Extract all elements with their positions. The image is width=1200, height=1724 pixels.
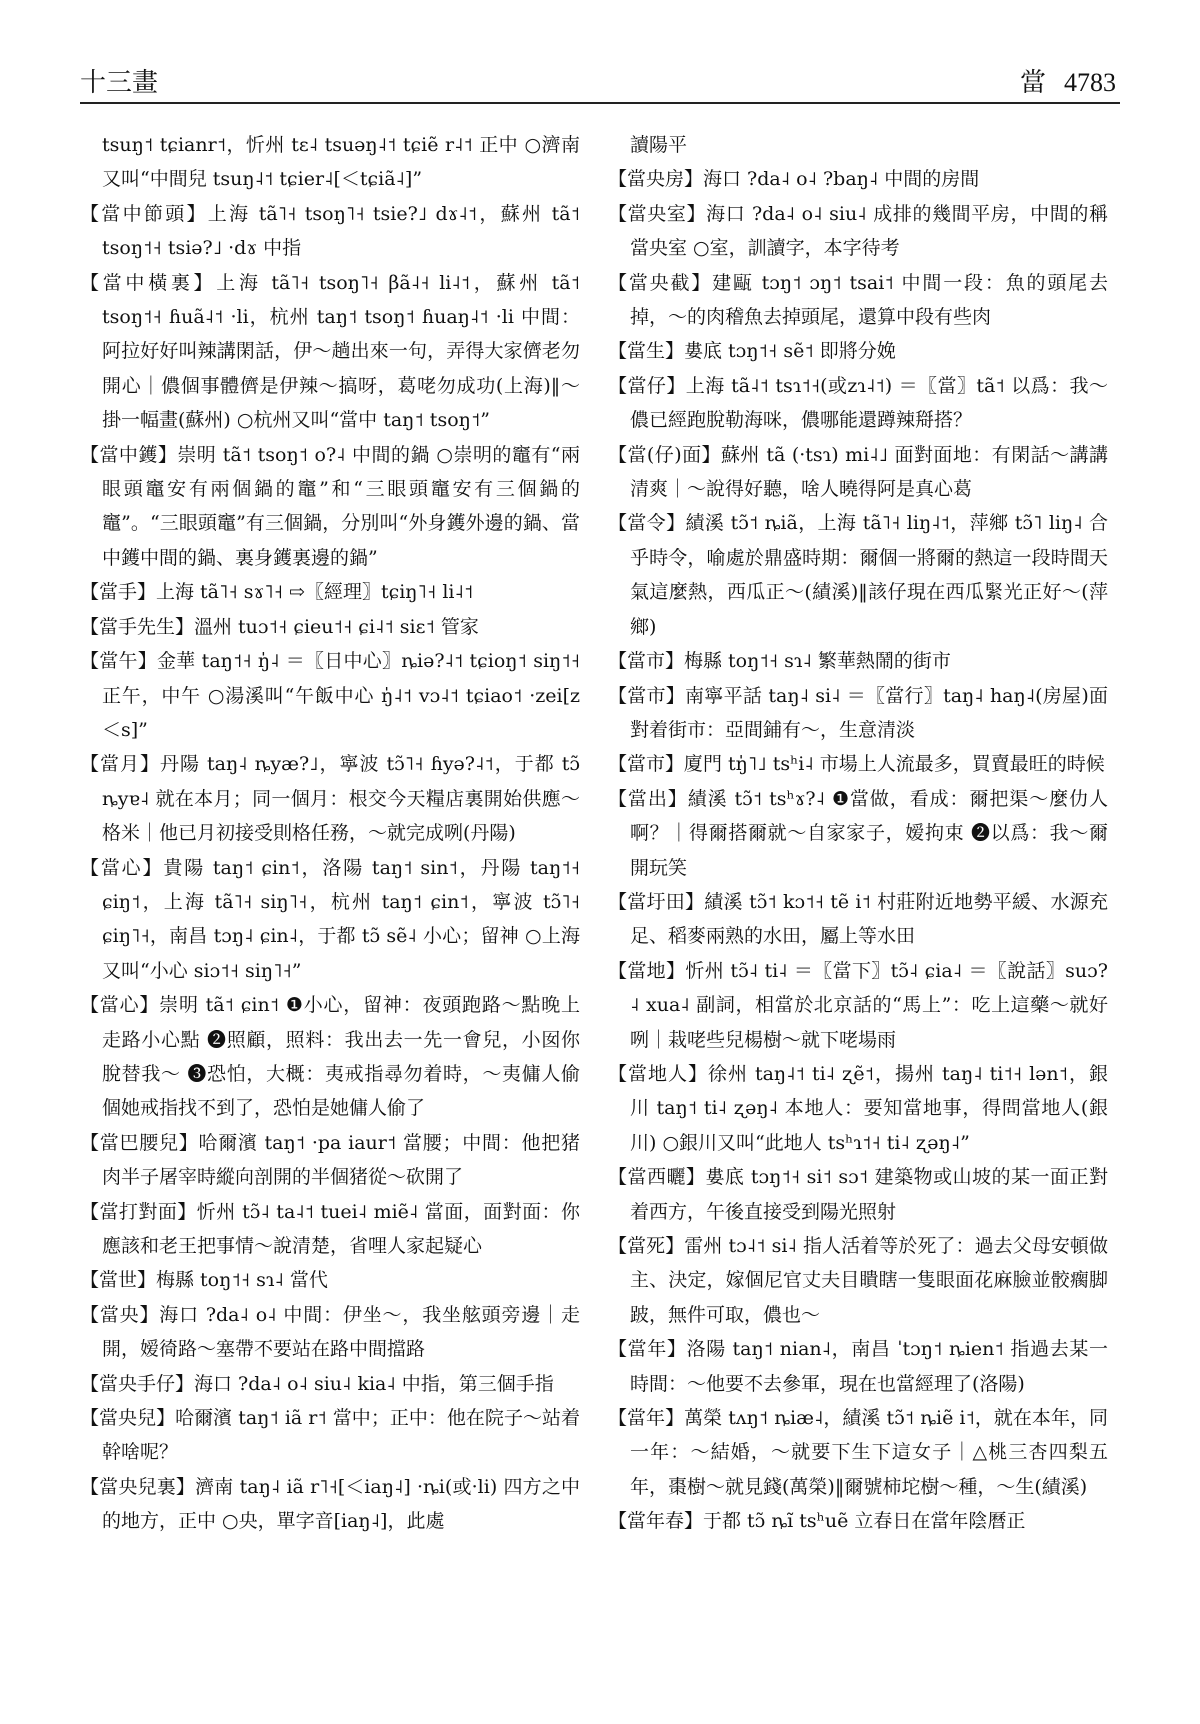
dictionary-entry: 【當午】金華 taŋ˦˧ ŋ̍˨ ＝〖日中心〗ȵiə?˨˦ tɕioŋ˦ siŋ˦˧ 正午，中午 ○湯溪叫“午飯中心 ŋ̍˨˦ vɔ˨˦ tɕiao˦ ·zei[z＜s]” (80, 650, 580, 741)
dictionary-entry: 【當心】崇明 tã˦ ɕin˦ ❶小心，留神：夜頭跑路～點晚上走路小心點 ❷照顧，照料：我出去一先一會兒，小囡你脫替我～ ❸恐怕，大概：夷戒指尋勿着時，～夷傭人偷個她戒指找不到了，恐怕是她傭人偷了 (80, 994, 580, 1120)
dictionary-entry: 【當市】廈門 tŋ̍˥˩ tsʰi˨ 市場上人流最多，買賣最旺的時候 (608, 753, 1105, 776)
dictionary-entry: 【當市】南寧平話 taŋ˨ si˨ ＝〖當行〗taŋ˨ haŋ˨(房屋)面對着街市：亞間鋪有～，生意清淡 (608, 684, 1108, 741)
dictionary-entry: 【當央兒】哈爾濱 taŋ˦ iã r˦ 當中；正中：他在院子～站着幹啥呢？ (80, 1407, 580, 1464)
entry-continuation: 讀陽平 (630, 134, 688, 156)
dictionary-entry: 【當央兒裏】濟南 taŋ˨ iã r˥˧[＜iaŋ˨] ·ȵi(或·li) 四方之中的地方，正中 ○央，單字音[iaŋ˨]，此處 (80, 1475, 580, 1533)
dictionary-entry: 【當令】績溪 tɔ̃˦ ȵiã，上海 tã˥˧ liŋ˨˦，萍鄉 tɔ̃˥ liŋ˨ 合乎時令，喻處於鼎盛時期：爾個一將爾的熱這一段時間天氣這麼熱，西瓜正～(績溪)‖該仔現在西瓜緊光正好～(萍鄉) (608, 512, 1108, 638)
dictionary-entry: 【當巴腰兒】哈爾濱 taŋ˦ ·pa iaur˦ 當腰；中間：他把猪肉半子屠宰時縱向剖開的半個猪從～砍開了 (80, 1131, 580, 1189)
dictionary-entry: 【當市】梅縣 toŋ˦˧ sɿ˨ 繁華熱鬧的街市 (608, 650, 951, 673)
page-heading (1020, 62, 1116, 99)
dictionary-entry: 【當年】萬榮 tʌŋ˦ ȵiæ˨，績溪 tɔ̃˦ ȵiẽ i˦，就在本年，同一年：～結婚，～就要下生下這女子｜△桃三杏四梨五年，棗樹～就見錢(萬榮)‖爾號柿坨樹～種，～生(績溪) (608, 1407, 1108, 1498)
entry-continuation: tsuŋ˦ tɕianr˦，忻州 tɛ˨ tsuəŋ˨˦ tɕiẽ r˨˦ 正中 ○濟南又叫“中間兒 tsuŋ˨˦ tɕier˨[＜tɕiã˨]” (102, 134, 580, 191)
dictionary-entry: 【當月】丹陽 taŋ˨ ȵyæ?˩，寧波 tɔ̃˥˧ ɦyə?˨˦，于都 tɔ̃ ȵyɐ˨ 就在本月；同一個月：根交今天糧店裏開始供應～格米｜他已月初接受則格任務，～就完成咧(丹陽) (80, 753, 580, 845)
dictionary-entry: 【當地】忻州 tɔ̃˨ ti˨ ＝〖當下〗tɔ̃˨ ɕia˨ ＝〖說話〗suɔ?˨ xua˨ 副詞，相當於北京話的“馬上”：吃上這藥～就好咧｜栽咾些兒楊樹～就下咾場雨 (608, 959, 1108, 1051)
dictionary-entry: 【當中橫裏】上海 tã˥˧ tsoŋ˥˧ βã˨˧ li˨˦，蘇州 tã˦ tsoŋ˦˧ ɦuã˨˦ ·li，杭州 taŋ˦ tsoŋ˦ ɦuaŋ˨˦ ·li 中間：阿拉好好叫辣講閑話，伊～趟出來一句，弄得大家儕老勿開心｜儂個事體儕是伊辣～搞呀，葛咾勿成功(上海)‖～掛一幅畫(蘇州) ○杭州又叫“當中 taŋ˦ tsoŋ˦” (80, 271, 580, 432)
section-title: 十三畫 (80, 68, 159, 98)
dictionary-entry: 【當央房】海口 ?da˨ o˨ ?baŋ˨ 中間的房間 (608, 168, 980, 191)
dictionary-entry: 【當手】上海 tã˥˧ sɤ˥˧ ⇨〖經理〗tɕiŋ˥˧ li˨˦ (80, 581, 474, 604)
page-header (80, 62, 1120, 102)
dictionary-entry: 【當中鑊】崇明 tã˦ tsoŋ˦ o?˨ 中間的鍋 ○崇明的竈有“兩眼頭竈安有兩個鍋的竈”和“三眼頭竈安有三個鍋的竈”。“三眼頭竈”有三個鍋，分別叫“外身鑊外邊的鍋、當中鑊中間的鍋、裏身鑊裏邊的鍋” (80, 443, 580, 569)
dictionary-entry: 【當生】婁底 tɔŋ˦˧ sẽ˦ 即將分娩 (608, 340, 896, 363)
dictionary-entry: 【當心】貴陽 taŋ˦ ɕin˦，洛陽 taŋ˦ sin˦，丹陽 taŋ˦˧ ɕiŋ˦，上海 tã˥˧ siŋ˥˧，杭州 taŋ˦ ɕin˦，寧波 tɔ̃˥˧ ɕiŋ˥˧，南昌 tɔŋ˨ ɕin˨，于都 tɔ̃ sẽ˨ 小心；留神 ○上海又叫“小心 siɔ˦˧ siŋ˥˧” (80, 856, 580, 982)
dictionary-entry: 【當地人】徐州 taŋ˨˦ ti˨ ʐẽ˦，揚州 taŋ˨ ti˦˧ lən˦，銀川 taŋ˦ ti˨ ʐəŋ˨ 本地人：要知當地事，得問當地人(銀川) ○銀川又叫“此地人 tsʰɿ˦˧ ti˨ ʐəŋ˨” (608, 1062, 1108, 1154)
dictionary-entry: 【當出】績溪 tɔ̃˦ tsʰɤ?˨ ❶當做，看成：爾把渠～麼仂人啊？｜得爾搭爾就～自家家子，嫒拘束 ❷以爲：我～爾開玩笑 (608, 787, 1108, 879)
dictionary-entry: 【當年】洛陽 taŋ˦ nian˨，南昌 ˈtɔŋ˦ ȵien˦ 指過去某一時間：～他要不去參軍，現在也當經理了(洛陽) (608, 1338, 1108, 1395)
dictionary-entry: 【當仔】上海 tã˨˦ tsɿ˦˧(或zɿ˨˦) ＝〖當〗tã˦ 以爲：我～儂已經跑脫勒海咪，儂哪能還蹲辣搿搭？ (608, 374, 1108, 432)
dictionary-entry: 【當央室】海口 ?da˨ o˨ siu˨ 成排的幾間平房，中間的稱當央室 ○室，訓讀字，本字待考 (608, 202, 1108, 260)
dictionary-entry: 【當央】海口 ?da˨ o˨ 中間：伊坐～，我坐舷頭旁邊｜走開，嫒徛路～塞帶不要站在路中間擋路 (80, 1303, 580, 1361)
dictionary-entry: 【當打對面】忻州 tɔ̃˨ ta˨˦ tuei˨ miẽ˨ 當面，面對面：你應該和老王把事情～說清楚，省哩人家起疑心 (80, 1200, 580, 1257)
dictionary-entry: 【當央手仔】海口 ?da˨ o˨ siu˨ kia˨ 中指，第三個手指 (80, 1372, 554, 1395)
dictionary-entry: 【當手先生】溫州 tuɔ˦˧ ɕieu˦˧ ɕi˨˦ siɛ˦ 管家 (80, 615, 479, 638)
dictionary-entry: 【當央截】建甌 tɔŋ˦ ɔŋ˦ tsai˦ 中間一段：魚的頭尾去掉，～的肉稽魚去掉頭尾，還算中段有些肉 (608, 271, 1108, 329)
header-rule (80, 102, 1120, 104)
dictionary-entry: 【當世】梅縣 toŋ˦˧ sɿ˨ 當代 (80, 1269, 328, 1292)
dictionary-entry: 【當年春】于都 tɔ̃ ȵĩ tsʰuẽ 立春日在當年陰曆正 (608, 1510, 1026, 1533)
page-number: 4783 (1064, 68, 1116, 97)
dictionary-entry: 【當西曬】婁底 tɔŋ˦˧ si˦ sɔ˦ 建築物或山坡的某一面正對着西方，午後直接受到陽光照射 (608, 1166, 1108, 1223)
dictionary-entry: 【當圩田】績溪 tɔ̃˦ kɔ˦˧ tẽ i˦ 村莊附近地勢平緩、水源充足、稻麥兩熟的水田，屬上等水田 (608, 890, 1108, 948)
left-column (80, 128, 580, 1688)
dictionary-entry: 【當中節頭】上海 tã˥˧ tsoŋ˥˧ tsie?˩ dɤ˨˦，蘇州 tã˦ tsoŋ˦˧ tsiə?˩ ·dɤ 中指 (80, 202, 580, 260)
dictionary-entry: 【當(仔)面】蘇州 tã (·tsɿ) mi˨˩ 面對面地：有閑話～講講清爽｜～說得好聽，啥人曉得阿是真心葛 (608, 443, 1108, 501)
dictionary-entry: 【當死】雷州 tɔ˨˦ si˨ 指人活着等於死了：過去父母安頓做主、決定，嫁個尼官丈夫目瞶瞎一隻眼面花麻臉並骹瘸脚跛，無件可取，儂也～ (608, 1235, 1108, 1326)
head-character: 當 (1019, 68, 1046, 98)
right-column (608, 128, 1108, 1688)
